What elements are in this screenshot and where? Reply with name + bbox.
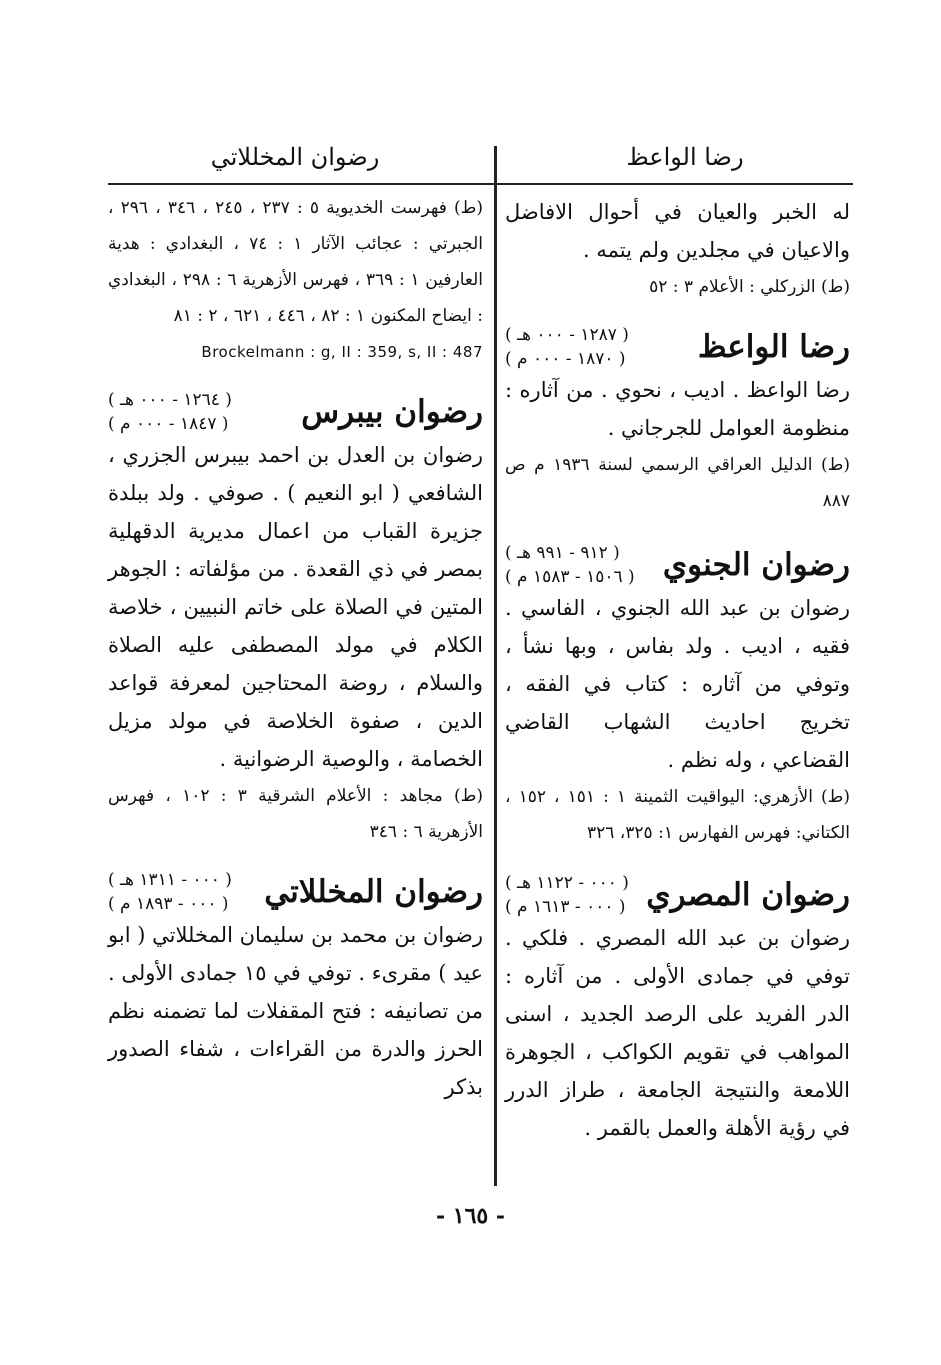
dates-gregorian: ( ٠٠٠ - ١٨٩٣ م ) bbox=[108, 894, 229, 914]
entry-references: (ط) مجاهد : الأعلام الشرقية ٣ : ١٠٢ ، فهرس الأزهرية ٦ : ٣٤٦ bbox=[108, 786, 483, 842]
dates-gregorian: ( ١٨٤٧ - ٠٠٠ م ) bbox=[108, 414, 229, 434]
dates-hijri: ( ١٢٦٤ - ٠٠٠ هـ ) bbox=[108, 390, 232, 410]
entry-dates bbox=[505, 871, 629, 919]
entry-name: رضا الواعظ bbox=[697, 329, 850, 365]
dates-gregorian: ( ٠٠٠ - ١٦١٣ م ) bbox=[505, 897, 626, 917]
entry-name: رضوان بيبرس bbox=[301, 394, 483, 430]
dates-hijri: ( ٠٠٠ - ١٣١١ هـ ) bbox=[108, 870, 232, 890]
entry-body: رضوان بن محمد بن سليمان المخللاتي ( ابو عيد ) مقرىء . توفي في ١٥ جمادى الأولى . من تصانيفه : فتح المقفلات لما تضمنه نظم الحرز والدرة من القراءات ، شفاء الصدور بذكر bbox=[108, 923, 483, 1099]
entry-dates bbox=[505, 323, 629, 371]
running-header-left: رضوان المخللاتي bbox=[210, 143, 380, 171]
entry-name: رضوان المخللاتي bbox=[264, 874, 483, 910]
dates-gregorian: ( ١٥٠٦ - ١٥٨٣ م ) bbox=[505, 567, 635, 587]
entry-heading bbox=[108, 388, 483, 436]
entry-dates bbox=[108, 868, 232, 916]
entry-body: رضوان بن العدل بن احمد بيبرس الجزري ، الشافعي ( ابو النعيم ) . صوفي . ولد ببلدة جزيرة القباب من اعمال مديرية الدقهلية بمصر في ذي القعدة . من مؤلفاته : الجوهر المتين في الصلاة على خاتم النبيين ، خلاصة الكلام في مولد المصطفى عليه الصلاة والسلام ، روضة المحتاجين لمعرفة قواعد الدين ، صفوة الخلاصة في مولد مزيل الخصامة ، والوصية الرضوانية . bbox=[108, 443, 483, 771]
latin-reference: Brockelmann : g, II : 359, s, II : 487 bbox=[201, 343, 483, 361]
page-number: - ١٦٥ - bbox=[435, 1203, 506, 1229]
entry-heading bbox=[505, 871, 850, 919]
entry-ridwan-al-jinawi bbox=[505, 541, 850, 851]
entry-ridwan-al-mukhallalati bbox=[108, 868, 483, 1106]
entry-ridwan-al-misri bbox=[505, 871, 850, 1147]
entry-ridwan-baybars bbox=[108, 388, 483, 850]
entry-heading bbox=[108, 868, 483, 916]
entry-body: رضوان بن عبد الله الجنوي ، الفاسي . فقيه ، اديب . ولد بفاس ، وبها نشأ ، وتوفي من آثاره : كتاب في الفقه ، تخريج احاديث الشهاب القاضي القضاعي ، وله نظم . bbox=[505, 596, 850, 772]
continued-references: (ط) الزركلي : الأعلام ٣ : ٥٢ bbox=[649, 277, 850, 297]
entry-rida-al-waiz bbox=[505, 323, 850, 519]
column-divider bbox=[494, 146, 497, 1186]
entry-body: رضوان بن عبد الله المصري . فلكي . توفي في جمادى الأولى . من آثاره : الدر الفريد على الرصد الجديد ، اسنى المواهب في تقويم الكواكب ، الجوهرة اللامعة والنتيجة الجامعة ، طراز الدرر في رؤية الأهلة والعمل بالقمر . bbox=[505, 926, 850, 1140]
dates-hijri: ( ١٢٨٧ - ٠٠٠ هـ ) bbox=[505, 325, 629, 345]
entry-name: رضوان المصري bbox=[646, 877, 850, 913]
entry-references: (ط) الأزهري: اليواقيت الثمينة ١ : ١٥١ ، ١٥٢ ، الكتاني: فهرس الفهارس ١: ٣٢٥، ٣٢٦ bbox=[505, 787, 850, 843]
entry-dates bbox=[505, 541, 635, 589]
running-header-right: رضا الواعظ bbox=[626, 143, 744, 171]
entry-dates bbox=[108, 388, 232, 436]
left-column bbox=[108, 190, 483, 1106]
continued-references: (ط) فهرست الخديوية ٥ : ٢٣٧ ، ٢٤٥ ، ٣٤٦ ، ٢٩٦ ، الجبرتي : عجائب الآثار ١ : ٧٤ ، البغدادي : هدية العارفين ١ : ٣٦٩ ، فهرس الأزهرية ٦ : ٢٩٨ ، البغدادي : ايضاح المكنون ١ : ٨٢ ، ٤٤٦ ، ٦٢١ ، ٢ : ٨١ bbox=[108, 198, 484, 326]
entry-heading bbox=[505, 541, 850, 589]
entry-name: رضوان الجنوي bbox=[662, 547, 850, 583]
entry-body: رضا الواعظ . اديب ، نحوي . من آثاره : منظومة العوامل للجرجاني . bbox=[505, 378, 850, 440]
entry-references: (ط) الدليل العراقي الرسمي لسنة ١٩٣٦ م ص ٨٨٧ bbox=[505, 455, 850, 511]
dates-hijri: ( ٠٠٠ - ١١٢٢ هـ ) bbox=[505, 873, 629, 893]
continued-text: له الخبر والعيان في أحوال الافاضل والاعيان في مجلدين ولم يتمه . bbox=[505, 200, 850, 262]
dates-gregorian: ( ١٨٧٠ - ٠٠٠ م ) bbox=[505, 349, 626, 369]
entry-heading bbox=[505, 323, 850, 371]
header-rule bbox=[108, 183, 853, 185]
right-column bbox=[505, 193, 850, 1147]
dates-hijri: ( ٩١٢ - ٩٩١ هـ ) bbox=[505, 543, 620, 563]
